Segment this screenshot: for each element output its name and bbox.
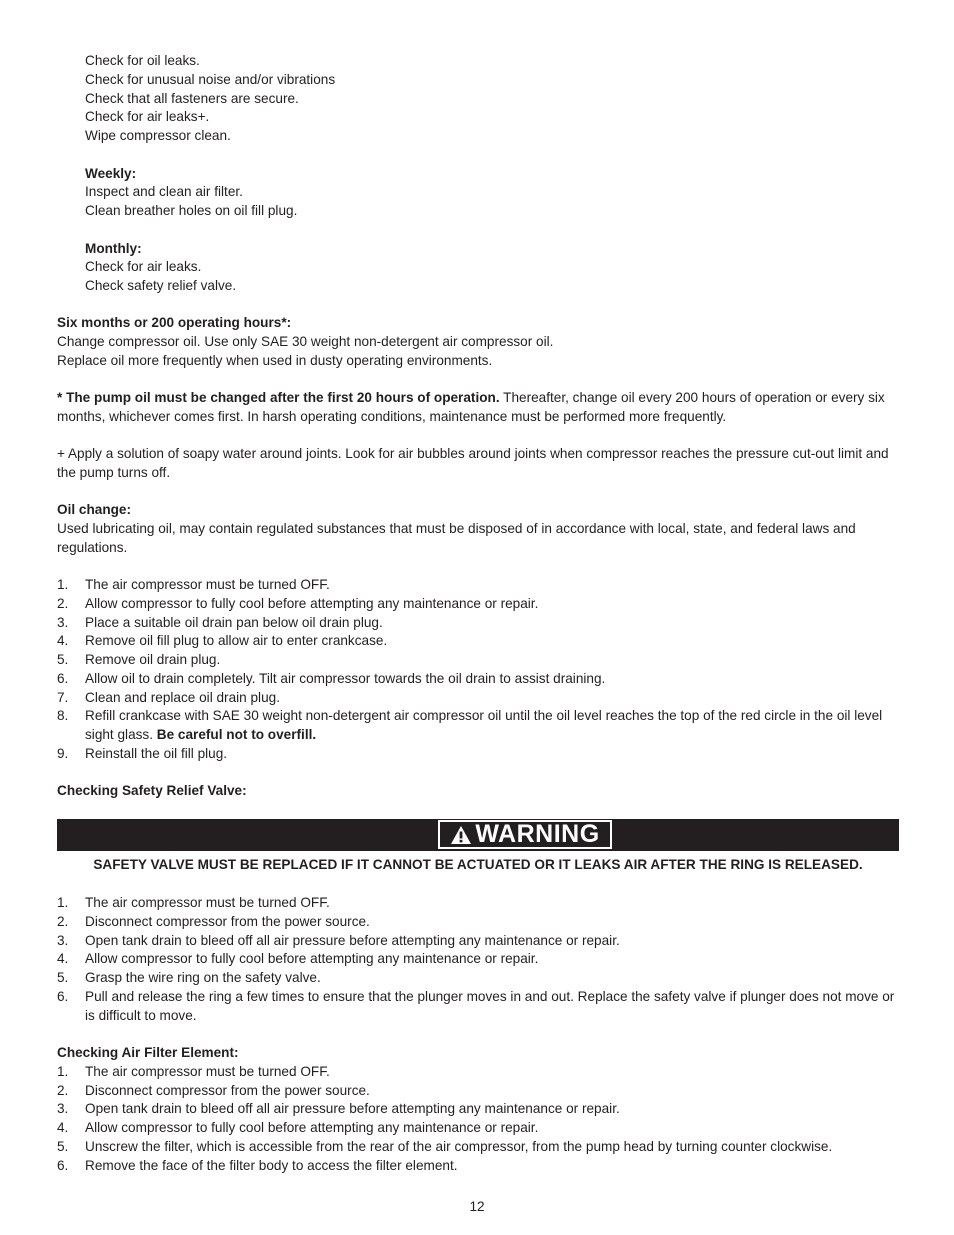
warning-banner xyxy=(57,819,899,851)
weekly-item: Inspect and clean air filter. xyxy=(85,184,243,200)
air-filter-section xyxy=(57,1044,899,1175)
weekly-item: Clean breather holes on oil fill plug. xyxy=(85,203,298,218)
daily-item: Check for air leaks+. xyxy=(85,109,210,125)
oil-change-heading: Oil change: xyxy=(57,502,132,517)
monthly-heading: Monthly: xyxy=(85,240,142,256)
daily-list xyxy=(85,52,905,146)
air-filter-heading: Checking Air Filter Element: xyxy=(57,1045,239,1060)
list-item: 8. Refill crankcase with SAE 30 weight non-detergent air compressor oil until the oil level reaches the top of the red circle in the oil level sight glass. Be careful not to overfill. xyxy=(57,708,883,742)
list-item: 5. Remove oil drain plug. xyxy=(57,652,221,667)
list-item: 4. Allow compressor to fully cool before attempting any maintenance or repair. xyxy=(57,951,539,967)
weekly-section xyxy=(85,165,905,221)
daily-item: Check for unusual noise and/or vibrations xyxy=(85,71,336,87)
list-item: 2. Disconnect compressor from the power source. xyxy=(57,913,370,929)
list-item: 3. Open tank drain to bleed off all air pressure before attempting any maintenance or repair. xyxy=(57,1101,620,1117)
monthly-item: Check safety relief valve. xyxy=(85,278,237,293)
oil-change-steps xyxy=(57,576,899,764)
daily-item: Check for oil leaks. xyxy=(85,53,200,68)
air-filter-steps xyxy=(57,1063,899,1176)
oil-change-intro: Used lubricating oil, may contain regulated substances that must be disposed of in accordance with local, state, and federal laws and regulations. xyxy=(57,520,856,555)
oil-change-section xyxy=(57,501,899,764)
list-item: 6. Allow oil to drain completely. Tilt air compressor towards the oil drain to assist draining. xyxy=(57,670,606,686)
list-item: 9. Reinstall the oil fill plug. xyxy=(57,745,228,761)
list-item: 7. Clean and replace oil drain plug. xyxy=(57,689,280,705)
list-item: 4. Remove oil fill plug to allow air to enter crankcase. xyxy=(57,633,388,649)
list-item: 2. Disconnect compressor from the power source. xyxy=(57,1082,370,1098)
list-item: 1. The air compressor must be turned OFF. xyxy=(57,1063,330,1079)
list-item: 2. Allow compressor to fully cool before attempting any maintenance or repair. xyxy=(57,595,539,611)
overfill-caution: Be careful not to overfill. xyxy=(156,727,317,742)
six-months-section xyxy=(57,314,899,370)
list-item: 6. Pull and release the ring a few times to ensure that the plunger moves in and out. Replace the safety valve if plunger does not move or is difficult to move. xyxy=(57,988,895,1023)
warning-label-text: WARNING xyxy=(475,820,600,849)
maintenance-schedule xyxy=(85,52,905,296)
page-number: 12 xyxy=(469,1199,485,1214)
footnote-star-bold: * The pump oil must be changed after the first 20 hours of operation. xyxy=(57,390,500,405)
weekly-heading: Weekly: xyxy=(85,165,137,181)
six-months-line: Replace oil more frequently when used in dusty operating environments. xyxy=(57,352,493,368)
list-item: 5. Unscrew the filter, which is accessible from the rear of the air compressor, from the pump head by turning counter clockwise. xyxy=(57,1138,833,1154)
list-item: 4. Allow compressor to fully cool before attempting any maintenance or repair. xyxy=(57,1120,539,1135)
safety-valve-section xyxy=(57,894,899,1025)
monthly-item: Check for air leaks. xyxy=(85,259,202,275)
daily-item: Check that all fasteners are secure. xyxy=(85,90,299,106)
monthly-section xyxy=(85,240,905,296)
safety-valve-heading: Checking Safety Relief Valve: xyxy=(57,783,247,798)
safety-valve-steps xyxy=(57,894,899,1025)
list-item: 3. Open tank drain to bleed off all air pressure before attempting any maintenance or repair. xyxy=(57,932,620,948)
list-item: 1. The air compressor must be turned OFF. xyxy=(57,895,330,910)
list-item: 6. Remove the face of the filter body to access the filter element. xyxy=(57,1157,458,1173)
warning-label xyxy=(438,820,612,849)
list-item: 3. Place a suitable oil drain pan below oil drain plug. xyxy=(57,614,383,630)
daily-item: Wipe compressor clean. xyxy=(85,128,231,143)
list-item: 1. The air compressor must be turned OFF. xyxy=(57,577,330,592)
six-months-line: Change compressor oil. Use only SAE 30 weight non-detergent air compressor oil. xyxy=(57,333,554,349)
warning-triangle-icon xyxy=(450,825,472,845)
footnote-star-text: Thereafter, change oil every 200 hours of operation or every six months, whichever comes first. In harsh operating conditions, maintenance must be performed more frequently. xyxy=(57,390,885,424)
list-item: 5. Grasp the wire ring on the safety valve. xyxy=(57,970,321,985)
footnote-star xyxy=(57,389,899,427)
six-months-heading: Six months or 200 operating hours*: xyxy=(57,315,292,330)
warning-text: SAFETY VALVE MUST BE REPLACED IF IT CANNOT BE ACTUATED OR IT LEAKS AIR AFTER THE RING IS RELEASED. xyxy=(93,857,863,872)
footnote-plus: + Apply a solution of soapy water around joints. Look for air bubbles around joints when compressor reaches the pressure cut-out limit and the pump turns off. xyxy=(57,446,889,480)
